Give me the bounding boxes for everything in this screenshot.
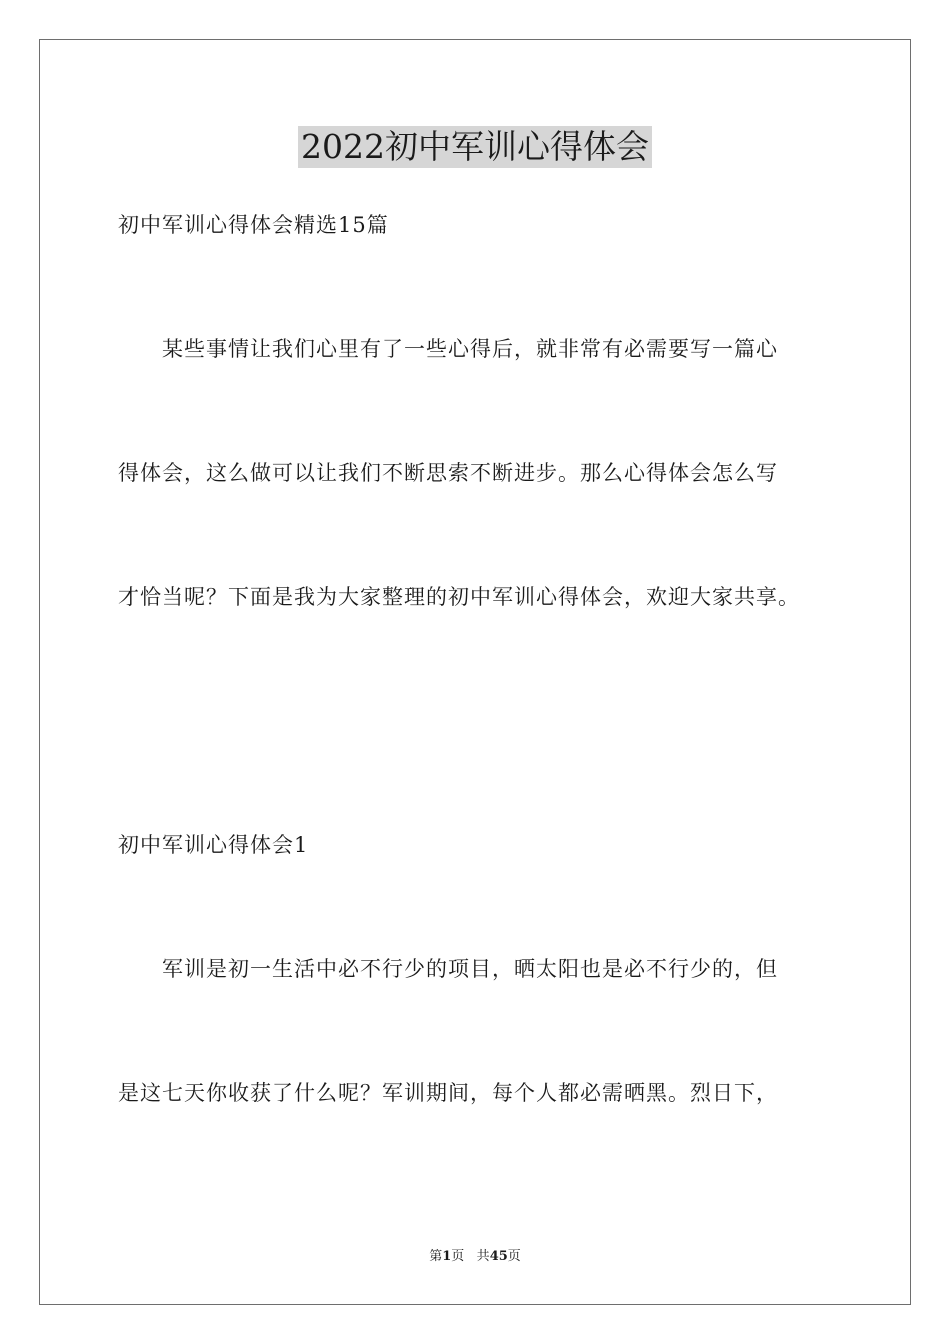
footer-total-pages: 45 — [489, 1249, 508, 1264]
paragraph-line: 才恰当呢？下面是我为大家整理的初中军训心得体会，欢迎大家共享。 — [118, 585, 800, 609]
section-heading: 初中军训心得体会1 — [118, 833, 309, 857]
footer-prefix: 第 — [429, 1249, 443, 1264]
document-title: 2022初中军训心得体会 — [298, 126, 652, 168]
subtitle-line: 初中军训心得体会精选15篇 — [118, 213, 389, 237]
footer-total-prefix: 共 — [476, 1249, 490, 1264]
footer-page-unit: 页 — [451, 1249, 465, 1264]
paragraph-line: 得体会，这么做可以让我们不断思索不断进步。那么心得体会怎么写 — [118, 461, 778, 485]
title-container — [0, 126, 950, 168]
footer-current-page: 1 — [442, 1249, 452, 1264]
paragraph-line: 某些事情让我们心里有了一些心得后，就非常有必需要写一篇心 — [118, 337, 778, 361]
paragraph-line: 军训是初一生活中必不行少的项目，晒太阳也是必不行少的，但 — [118, 957, 778, 981]
footer-total-unit: 页 — [507, 1249, 521, 1264]
paragraph-line: 是这七天你收获了什么呢？军训期间，每个人都必需晒黑。烈日下， — [118, 1081, 778, 1105]
page-footer — [0, 1248, 950, 1266]
